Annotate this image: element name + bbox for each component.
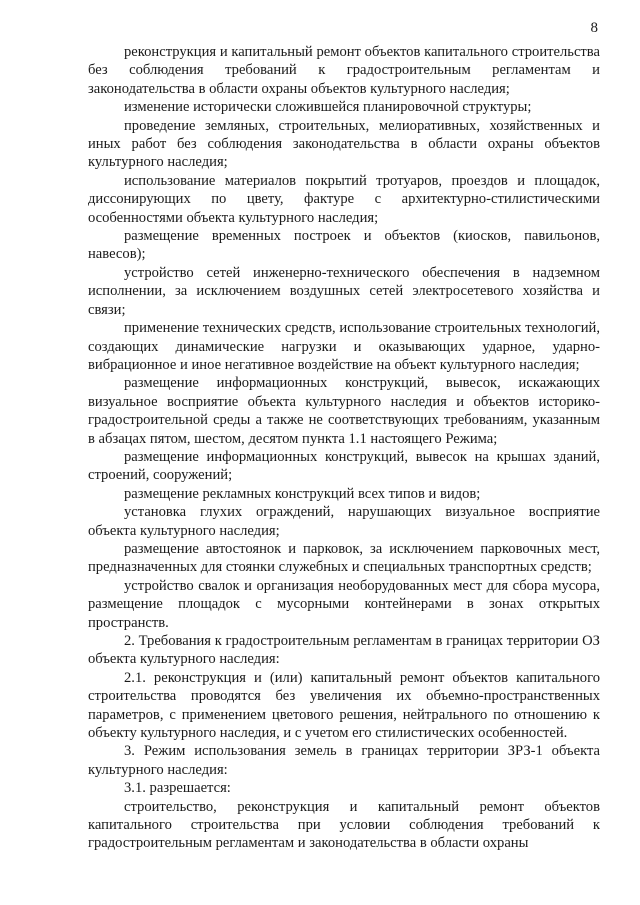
paragraph: 3. Режим использования земель в границах территории ЗРЗ-1 объекта культурного наследия: xyxy=(88,743,600,778)
paragraph: применение технических средств, использование строительных технологий, создающих динамические нагрузки и оказывающих ударное, ударно-вибрационное и иное негативное воздействие на объект культурного наследия; xyxy=(88,320,600,373)
paragraph: 2.1. реконструкция и (или) капитальный ремонт объектов капитального строительства проводятся без увеличения их объемно-пространственных параметров, с применением цветового решения, нейтрального по отношению к объекту культурного наследия, и с учетом его стилистических особенностей. xyxy=(88,669,600,742)
paragraph: установка глухих ограждений, нарушающих визуальное восприятие объекта культурного наследия; xyxy=(88,504,600,539)
document-body xyxy=(88,43,600,853)
paragraph: размещение информационных конструкций, вывесок на крышах зданий, строений, сооружений; xyxy=(88,448,600,484)
paragraph: размещение автостоянок и парковок, за исключением парковочных мест, предназначенных для стоянки служебных и специальных транспортных средств; xyxy=(88,540,600,576)
paragraph: реконструкция и капитальный ремонт объектов капитального строительства без соблюдения требований к градостроительным регламентам и законодательства в области охраны объектов культурного наследия; xyxy=(88,44,600,97)
paragraph: использование материалов покрытий тротуаров, проездов и площадок, диссонирующих по цвету, фактуре с архитектурно-стилистическими особенностями объекта культурного наследия; xyxy=(88,172,600,226)
paragraph: изменение исторически сложившейся планировочной структуры; xyxy=(124,99,532,116)
paragraph: 3.1. разрешается: xyxy=(124,780,231,797)
paragraph: размещение временных построек и объектов (киосков, павильонов, навесов); xyxy=(88,228,600,263)
paragraph: размещение рекламных конструкций всех типов и видов; xyxy=(124,485,481,502)
paragraph: устройство сетей инженерно-технического обеспечения в надземном исполнении, за исключением воздушных сетей электросетевого хозяйства и связи; xyxy=(88,264,600,318)
paragraph: устройство свалок и организация необорудованных мест для сбора мусора, размещение площадок с мусорными контейнерами в зонах открытых пространств. xyxy=(88,577,600,631)
paragraph: размещение информационных конструкций, вывесок, искажающих визуальное восприятие объекта культурного наследия и объектов историко-градостроительной среды а также не соответствующих требованиям, указанным в абзацах пятом, шестом, десятом пункта 1.1 настоящего Режима; xyxy=(88,375,600,447)
paragraph: 2. Требования к градостроительным регламентам в границах территории ОЗ объекта культурного наследия: xyxy=(88,633,600,668)
paragraph: проведение земляных, строительных, мелиоративных, хозяйственных и иных работ без соблюдения законодательства в области охраны объектов культурного наследия; xyxy=(88,117,600,171)
page-number: 8 xyxy=(590,20,598,36)
paragraph: строительство, реконструкция и капитальный ремонт объектов капитального строительства при условии соблюдения требований к градостроительным регламентам и законодательства в области охраны xyxy=(88,798,600,852)
